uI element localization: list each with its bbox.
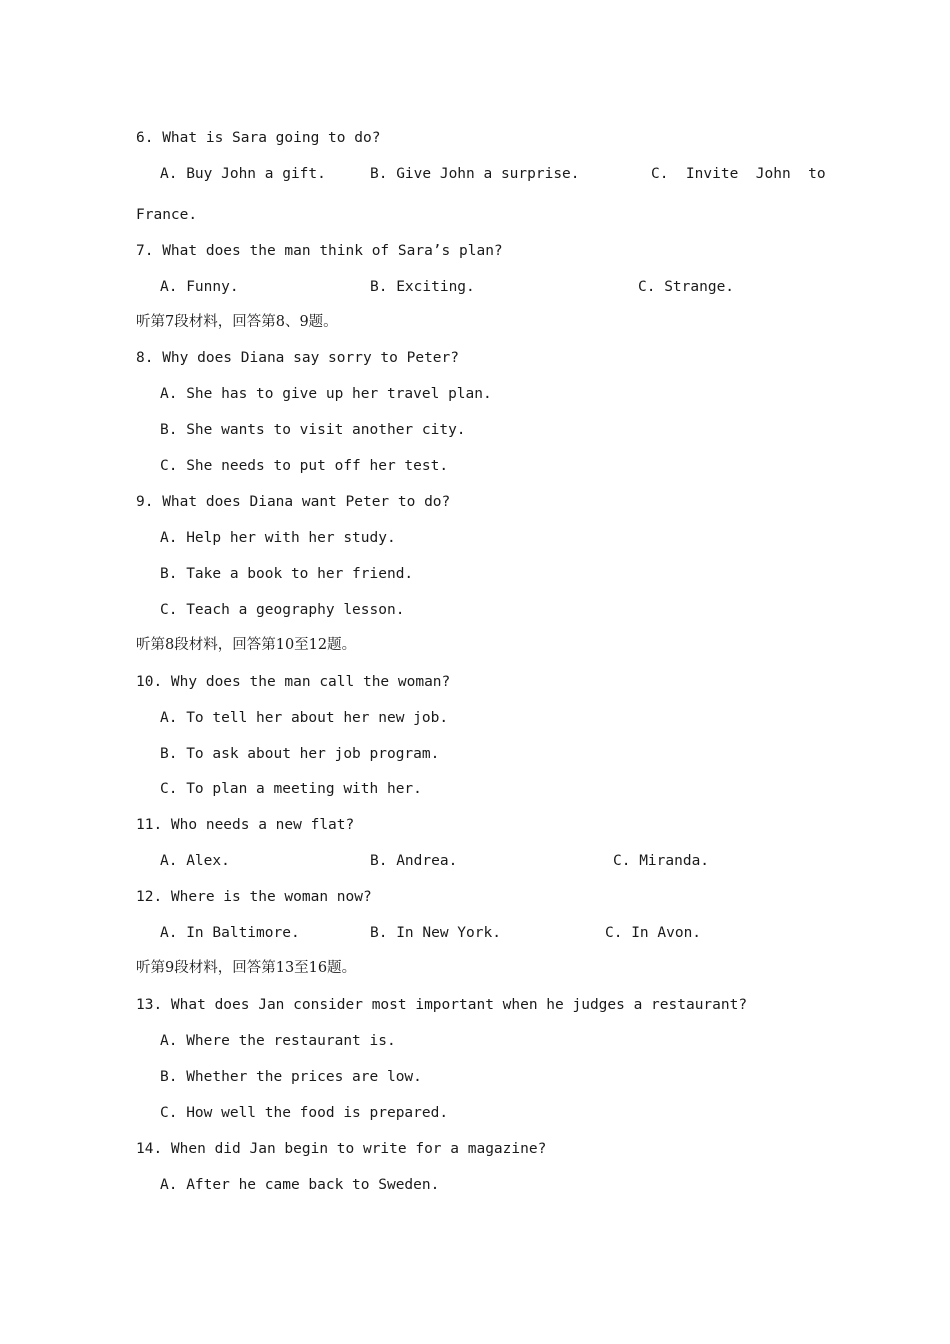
q12-option-c: C. In Avon. xyxy=(605,925,702,941)
q7-option-c: C. Strange. xyxy=(638,279,735,295)
q10-option-b: B. To ask about her job program. xyxy=(160,746,440,762)
section-9-heading: 听第9段材料，回答第13至16题。 xyxy=(136,960,357,976)
section-7-heading: 听第7段材料，回答第8、9题。 xyxy=(136,314,338,330)
q11-option-a: A. Alex. xyxy=(160,853,230,869)
q7-option-b: B. Exciting. xyxy=(370,279,475,295)
q11-option-b: B. Andrea. xyxy=(370,853,458,869)
q9-option-a: A. Help her with her study. xyxy=(160,530,396,546)
q8-option-a: A. She has to give up her travel plan. xyxy=(160,386,492,402)
q6-option-a: A. Buy John a gift. xyxy=(160,166,326,182)
q7-option-a: A. Funny. xyxy=(160,279,239,295)
q8-option-c: C. She needs to put off her test. xyxy=(160,458,449,474)
q12-option-a: A. In Baltimore. xyxy=(160,925,300,941)
q6-option-c: C. Invite John to xyxy=(651,166,826,182)
q9-option-c: C. Teach a geography lesson. xyxy=(160,602,405,618)
q10-question: 10. Why does the man call the woman? xyxy=(136,674,451,690)
q11-question: 11. Who needs a new flat? xyxy=(136,817,355,833)
q10-option-a: A. To tell her about her new job. xyxy=(160,710,449,726)
q10-option-c: C. To plan a meeting with her. xyxy=(160,781,422,797)
q9-option-b: B. Take a book to her friend. xyxy=(160,566,414,582)
q12-question: 12. Where is the woman now? xyxy=(136,889,372,905)
q14-question: 14. When did Jan begin to write for a magazine? xyxy=(136,1141,547,1157)
q6-question: 6. What is Sara going to do? xyxy=(136,130,381,146)
q9-question: 9. What does Diana want Peter to do? xyxy=(136,494,451,510)
q12-option-b: B. In New York. xyxy=(370,925,501,941)
q11-option-c: C. Miranda. xyxy=(613,853,710,869)
q13-option-a: A. Where the restaurant is. xyxy=(160,1033,396,1049)
q13-option-c: C. How well the food is prepared. xyxy=(160,1105,449,1121)
q7-question: 7. What does the man think of Sara’s plan? xyxy=(136,243,503,259)
q6-option-b: B. Give John a surprise. xyxy=(370,166,580,182)
q6-option-c-continued: France. xyxy=(136,207,198,223)
q8-question: 8. Why does Diana say sorry to Peter? xyxy=(136,350,460,366)
section-8-heading: 听第8段材料，回答第10至12题。 xyxy=(136,637,357,653)
q8-option-b: B. She wants to visit another city. xyxy=(160,422,466,438)
q13-option-b: B. Whether the prices are low. xyxy=(160,1069,422,1085)
q13-question: 13. What does Jan consider most important when he judges a restaurant? xyxy=(136,997,748,1013)
q14-option-a: A. After he came back to Sweden. xyxy=(160,1177,440,1193)
